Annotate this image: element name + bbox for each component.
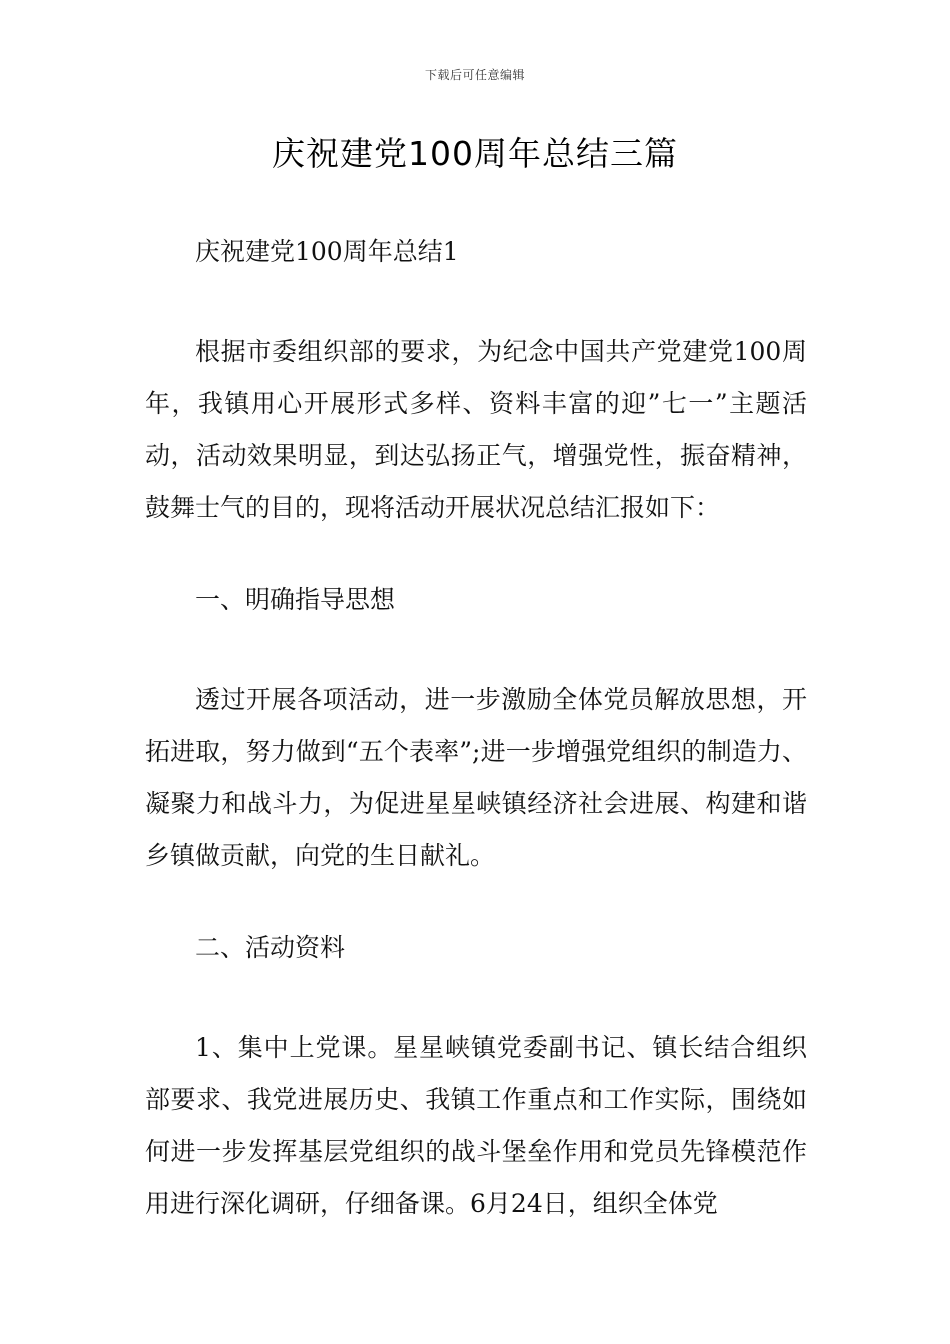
document-title: 庆祝建党100周年总结三篇 [272,134,678,173]
section-subtitle: 庆祝建党100周年总结1 [195,237,459,266]
section-heading-guiding-thought: 一、明确指导思想 [195,585,396,614]
header-note: 下载后可任意编辑 [424,68,525,82]
intro-paragraph: 根据市委组织部的要求，为纪念中国共产党建党100周年，我镇用心开展形式多样、资料丰富的迎”七一”主题活动，活动效果明显，到达弘扬正气，增强党性，振奋精神，鼓舞士气的目的，现将活动开展状况总结汇报如下： [145,337,807,522]
guiding-thought-paragraph: 透过开展各项活动，进一步激励全体党员解放思想，开拓进取，努力做到“五个表率”;进一步增强党组织的制造力、凝聚力和战斗力，为促进星星峡镇经济社会进展、构建和谐乡镇做贡献，向党的生日献礼。 [145,685,807,870]
activity-item-paragraph: 1、集中上党课。星星峡镇党委副书记、镇长结合组织部要求、我党进展历史、我镇工作重点和工作实际，围绕如何进一步发挥基层党组织的战斗堡垒作用和党员先锋模范作用进行深化调研，仔细备课。6月24日，组织全体党 [145,1033,807,1218]
section-heading-activities: 二、活动资料 [195,933,346,962]
